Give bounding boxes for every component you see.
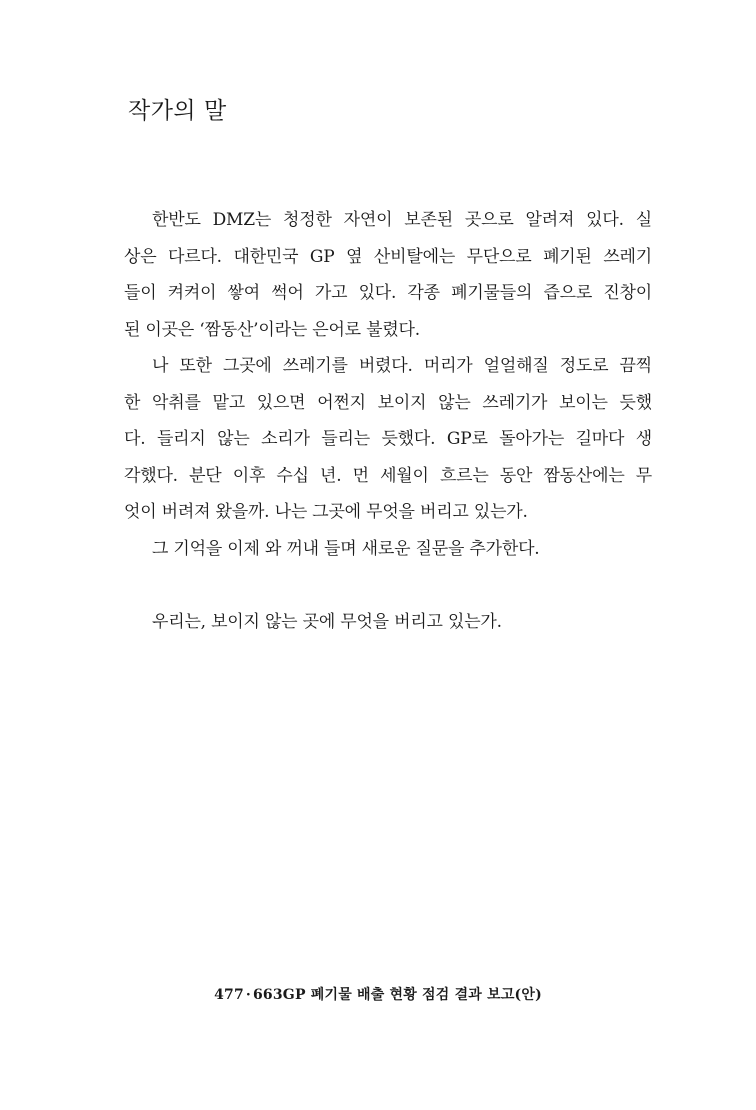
page-number: 477: [214, 987, 244, 1003]
text-line: 들이 켜켜이 쌓여 썩어 가고 있다. 각종 폐기물들의 즙으로 진창이: [124, 283, 652, 303]
running-title: 663GP 폐기물 배출 현황 점검 결과 보고(안): [252, 987, 542, 1003]
text-line: 그 기억을 이제 와 꺼내 들며 새로운 질문을 추가한다.: [152, 538, 540, 559]
text-line: 된 이곳은 ‘짬동산’이라는 은어로 불렸다.: [124, 319, 420, 340]
document-body: [124, 202, 652, 640]
paragraph: [124, 202, 652, 348]
text-line: 다. 들리지 않는 소리가 들리는 듯했다. GP로 돌아가는 길마다 생: [124, 429, 652, 449]
text-line: 우리는, 보이지 않는 곳에 무엇을 버리고 있는가.: [152, 611, 502, 632]
text-line: 한반도 DMZ는 청정한 자연이 보존된 곳으로 알려져 있다. 실: [152, 210, 652, 230]
paragraph: [124, 531, 652, 568]
footer-separator: ·: [245, 987, 251, 1003]
page-footer: [0, 984, 756, 1004]
paragraph-gap: [124, 567, 652, 604]
text-line: 나 또한 그곳에 쓰레기를 버렸다. 머리가 얼얼해질 정도로 끔찍: [152, 356, 652, 376]
paragraph: [124, 348, 652, 531]
text-line: 엇이 버려져 왔을까. 나는 그곳에 무엇을 버리고 있는가.: [124, 502, 528, 522]
paragraph: [124, 604, 652, 641]
text-line: 각했다. 분단 이후 수십 년. 먼 세월이 흐르는 동안 짬동산에는 무: [124, 465, 652, 486]
page-title: 작가의 말: [128, 98, 227, 124]
text-line: 상은 다르다. 대한민국 GP 옆 산비탈에는 무단으로 폐기된 쓰레기: [124, 246, 652, 267]
text-line: 한 악취를 맡고 있으면 어쩐지 보이지 않는 쓰레기가 보이는 듯했: [124, 392, 652, 413]
